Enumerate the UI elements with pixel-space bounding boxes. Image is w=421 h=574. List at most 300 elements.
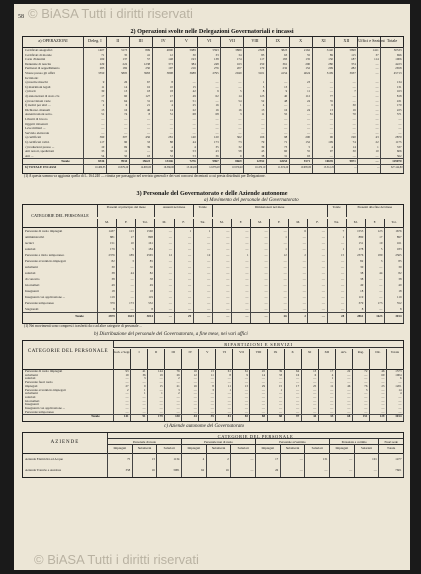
- row-label: Atti notori, spedizioni: [25, 149, 55, 154]
- table-cell: 209: [328, 66, 333, 71]
- table-cell: —: [245, 289, 249, 293]
- table-cell: 3889: [235, 48, 242, 52]
- table-cell: 151: [358, 241, 364, 245]
- table-cell: —: [302, 289, 306, 293]
- table-cell: —: [146, 117, 151, 121]
- table-cell: —: [193, 409, 197, 414]
- table-cell: 9: [102, 80, 105, 85]
- table-cell: 8: [262, 89, 265, 94]
- incassi-cell: 15.312,25: [323, 165, 334, 169]
- table-cell: —: [125, 406, 129, 410]
- table-cell: 101: [372, 457, 377, 461]
- table-cell: —: [192, 126, 196, 131]
- total-cell: 8669: [235, 158, 242, 163]
- table-cell: 250: [259, 61, 265, 66]
- table-cell: 3823: [281, 48, 288, 52]
- total-cell: 26: [283, 313, 287, 318]
- table-cell: 1: [280, 387, 283, 392]
- table-cell: —: [226, 247, 230, 251]
- table-cell: —: [188, 253, 192, 257]
- incassi-cell: 13.194,00: [186, 165, 197, 169]
- table-cell: 43: [215, 149, 219, 154]
- table-cell: —: [321, 229, 325, 233]
- table-cell: —: [313, 394, 317, 399]
- table-cell: —: [238, 117, 242, 121]
- table-cell: 12: [207, 253, 211, 257]
- table-cell: 137: [122, 57, 128, 62]
- column-header: II: [106, 37, 129, 47]
- table-cell: —: [330, 406, 334, 410]
- table-cell: —: [306, 121, 311, 126]
- column-header: III: [164, 349, 181, 369]
- table-cell: —: [347, 406, 351, 410]
- table-cell: 183: [282, 57, 288, 62]
- table-cell: —: [321, 301, 325, 305]
- table-cell: —: [364, 376, 368, 381]
- table-cell: 53: [169, 153, 173, 158]
- total-cell: 12352: [256, 158, 265, 163]
- row-label: Giornalieri: [25, 283, 40, 287]
- table-cell: 11: [227, 383, 231, 388]
- total-cell: 28: [341, 313, 345, 318]
- table-cell: —: [207, 265, 211, 269]
- companies-group-header: CATEGORIE DEL PERSONALE: [107, 433, 403, 439]
- table-cell: 362: [236, 135, 242, 140]
- table-cell: —: [168, 235, 172, 239]
- column-subheader: M.: [154, 219, 173, 227]
- table-cell: —: [168, 229, 172, 233]
- table-cell: 26: [124, 80, 128, 85]
- table-cell: 41: [142, 369, 146, 373]
- table-cell: —: [101, 126, 105, 131]
- row-label: a) certificati: [25, 135, 42, 140]
- total-label: Totale: [61, 158, 70, 163]
- column-group-header: Personale non di ruolo: [181, 439, 255, 445]
- table-cell: 3101: [258, 71, 265, 75]
- table-cell: —: [278, 402, 283, 407]
- table-cell: —: [330, 409, 334, 414]
- table-cell: 1238: [143, 61, 151, 66]
- table-cell: —: [101, 121, 105, 126]
- total-cell: 3014: [395, 313, 402, 318]
- table-cell: —: [341, 307, 345, 311]
- table-cell: 1: [144, 391, 146, 396]
- table-cell: 17: [275, 457, 279, 461]
- table-cell: —: [238, 80, 242, 85]
- table-cell: —: [375, 126, 379, 131]
- table-cell: —: [264, 271, 268, 275]
- table-cell: —: [245, 271, 249, 275]
- total-cell: —: [375, 158, 379, 163]
- table-cell: —: [207, 235, 211, 239]
- table-cell: 81: [329, 112, 333, 117]
- table-cell: 30: [192, 52, 196, 57]
- table-cell: 45: [261, 149, 265, 154]
- table-cell: —: [261, 394, 266, 399]
- table-cell: 15: [278, 383, 283, 388]
- column-header: IX: [266, 37, 289, 47]
- table-cell: 1573: [395, 369, 402, 373]
- table-cell: 85: [398, 259, 402, 263]
- table-cell: 49: [398, 283, 402, 287]
- table-cell: 71: [101, 98, 105, 103]
- table-cell: 161: [396, 241, 402, 245]
- table-cell: 127: [145, 94, 151, 98]
- table-cell: 19: [125, 372, 129, 377]
- table-cell: —: [381, 394, 385, 399]
- table-cell: —: [261, 380, 266, 385]
- table-cell: —: [264, 235, 268, 239]
- table-cell: —: [261, 130, 265, 135]
- table-cell: 16: [238, 107, 242, 112]
- table-cell: —: [188, 259, 192, 263]
- table-cell: —: [244, 398, 248, 403]
- row-label: Insegnanti: [25, 289, 39, 293]
- total-cell: 13346: [165, 158, 173, 163]
- table-cell: 5109: [326, 71, 333, 75]
- table-cell: —: [379, 295, 383, 299]
- table-cell: —: [283, 265, 287, 269]
- table-cell: —: [302, 271, 306, 275]
- table-cell: —: [379, 307, 383, 311]
- total-cell: 44: [313, 413, 317, 418]
- row-label: Leve militari ...: [25, 126, 46, 131]
- table-cell: —: [283, 307, 287, 311]
- table-cell: 26: [176, 372, 180, 377]
- table-cell: 1560: [146, 229, 153, 233]
- total-cell: 88: [278, 413, 283, 418]
- table-cell: —: [210, 376, 214, 381]
- table-cell: —: [302, 277, 306, 281]
- table-cell: 46: [347, 383, 351, 388]
- table-cell: 38: [169, 149, 173, 154]
- document-page: [14, 4, 410, 570]
- column-subheader: M.: [346, 219, 365, 227]
- table-cell: —: [347, 376, 351, 381]
- table-cell: —: [142, 409, 146, 414]
- table-cell: —: [124, 126, 128, 131]
- table-cell: —: [215, 80, 219, 85]
- table-cell: —: [245, 247, 249, 251]
- table-cell: —: [375, 112, 379, 117]
- table-cell: 8: [399, 307, 402, 311]
- column-header: XII: [318, 349, 335, 369]
- table-cell: 2376: [357, 253, 364, 257]
- table-cell: —: [238, 130, 242, 135]
- table-cell: —: [375, 121, 379, 126]
- table-cell: —: [261, 117, 265, 121]
- table-cell: —: [227, 391, 231, 396]
- table-cell: 93: [125, 369, 129, 373]
- table-cell: —: [101, 117, 105, 121]
- table-cell: —: [188, 283, 192, 287]
- total-cell: 2: [304, 313, 306, 318]
- table-cell: —: [192, 117, 196, 121]
- table-cell: 144: [158, 369, 163, 373]
- table-cell: —: [296, 391, 300, 396]
- section3-subtitle: b) Distribuzione del personale del Governatorato, a fine mese, nei vari uffici: [94, 332, 248, 337]
- table-cell: 51: [192, 98, 196, 103]
- table-cell: 193: [191, 57, 196, 62]
- table-cell: —: [329, 80, 333, 85]
- table-cell: —: [210, 394, 214, 399]
- table-cell: 552: [396, 301, 402, 305]
- table-cell: 1411: [372, 48, 379, 52]
- table-cell: —: [329, 117, 333, 121]
- table-cell: —: [364, 406, 368, 410]
- table-cell: —: [278, 409, 283, 414]
- table-cell: —: [176, 406, 180, 410]
- table-cell: 152: [305, 140, 311, 144]
- table-cell: 69: [124, 144, 128, 149]
- table-cell: 2658: [395, 66, 402, 71]
- total-row: [23, 415, 403, 419]
- table-cell: —: [375, 71, 379, 75]
- table-cell: 184: [148, 247, 153, 251]
- row-label: Insegnanti con applicazione ...: [25, 406, 66, 410]
- incassi-label: b) TOTALE INCASSI: [25, 164, 57, 169]
- table-cell: —: [313, 387, 317, 392]
- table-cell: —: [207, 307, 211, 311]
- column-header: Salariati: [156, 445, 181, 453]
- table-cell: 5: [308, 144, 311, 149]
- table-cell: 2795: [212, 71, 219, 75]
- table-cell: —: [159, 394, 163, 399]
- table-cell: —: [381, 409, 385, 414]
- table-cell: 13: [244, 383, 248, 388]
- table-cell: —: [244, 387, 248, 392]
- total-cell: 129: [379, 413, 385, 418]
- table-cell: 179: [109, 247, 115, 251]
- table-cell: —: [324, 468, 328, 472]
- table-cell: —: [146, 121, 151, 126]
- table-cell: —: [169, 130, 173, 135]
- table-cell: 44: [130, 271, 134, 275]
- table-cell: 5: [239, 89, 242, 94]
- table-cell: —: [210, 391, 214, 396]
- row-label: impiegati: [25, 383, 38, 388]
- table-cell: —: [375, 89, 379, 94]
- table-cell: 61: [244, 369, 248, 373]
- table-cell: 2870: [395, 135, 402, 140]
- table-cell: 13: [151, 457, 155, 461]
- table-cell: 30: [101, 89, 105, 94]
- table-cell: —: [227, 402, 231, 407]
- total-cell: 88: [261, 413, 266, 418]
- table-cell: —: [125, 376, 129, 381]
- table-cell: —: [188, 295, 192, 299]
- column-subheader: F.: [174, 219, 193, 227]
- row-label: Denunzie di nascita: [25, 61, 51, 66]
- table-cell: 109: [328, 140, 333, 144]
- table-cell: —: [296, 387, 300, 392]
- table-cell: 17: [296, 383, 300, 388]
- table-cell: 3983: [143, 71, 151, 75]
- table-cell: 26: [275, 468, 279, 472]
- table-cell: 7601: [395, 468, 402, 472]
- table-cell: 45: [261, 369, 266, 373]
- table-cell: —: [341, 265, 345, 269]
- column-subheader: F.: [116, 219, 135, 227]
- table-cell: —: [375, 98, 379, 103]
- total-cell: —: [168, 313, 172, 318]
- table-cell: 696: [396, 52, 402, 57]
- table-cell: 1201: [395, 383, 402, 388]
- column-group-header: Personale a cottimo: [329, 439, 378, 445]
- table-cell: —: [264, 265, 268, 269]
- table-cell: 2565: [146, 253, 153, 257]
- table-cell: 18: [146, 89, 151, 94]
- column-group-header: Presenti alla fine del mese: [346, 205, 403, 217]
- table-cell: —: [283, 271, 287, 275]
- table-cell: —: [347, 380, 351, 385]
- table-cell: 23: [381, 383, 385, 388]
- column-header: X: [284, 349, 301, 369]
- table-cell: 22: [192, 107, 196, 112]
- table-cell: 82: [398, 271, 402, 275]
- table-cell: —: [215, 84, 219, 89]
- table-cell: —: [168, 277, 172, 281]
- table-cell: 49: [360, 283, 364, 287]
- table-cell: 58: [238, 149, 242, 154]
- table-cell: —: [313, 380, 317, 385]
- row-label: Personale temporaneo: [25, 409, 55, 414]
- table-cell: —: [168, 301, 172, 305]
- table-cell: 2565: [395, 253, 402, 257]
- table-cell: 562: [396, 153, 402, 158]
- table-cell: —: [245, 241, 249, 245]
- table-cell: 82: [111, 259, 115, 263]
- table-cell: —: [215, 126, 219, 131]
- table-cell: 161: [148, 241, 153, 245]
- row-label: Personale a titolo temporaneo: [25, 253, 65, 257]
- column-header: Totale: [380, 37, 403, 47]
- table-cell: 9: [239, 153, 242, 158]
- table-cell: —: [381, 387, 385, 392]
- table-cell: —: [352, 94, 356, 98]
- table-cell: —: [226, 253, 230, 257]
- table-cell: —: [375, 61, 379, 66]
- table-cell: 358: [125, 468, 131, 472]
- table-cell: 379: [109, 301, 115, 305]
- table-cell: —: [302, 247, 306, 251]
- table-cell: 43: [375, 135, 379, 140]
- table-cell: 9: [246, 372, 248, 377]
- table-cell: —: [188, 277, 192, 281]
- table-cell: 96: [329, 135, 333, 140]
- total-cell: 10639: [325, 158, 333, 163]
- table-cell: —: [210, 402, 214, 407]
- incassi-cell: —: [354, 165, 357, 169]
- column-divider: [403, 369, 404, 421]
- table-cell: —: [261, 402, 266, 407]
- table-cell: —: [226, 259, 230, 263]
- table-cell: —: [302, 241, 306, 245]
- table-cell: —: [142, 398, 146, 403]
- table-cell: 189: [377, 253, 383, 257]
- table-cell: —: [296, 398, 300, 403]
- table-cell: —: [125, 394, 129, 399]
- table-cell: —: [283, 229, 287, 233]
- table-cell: 818: [396, 94, 402, 98]
- table-cell: 52: [261, 98, 265, 103]
- column-header: IV: [152, 37, 175, 47]
- table-cell: —: [379, 283, 383, 287]
- table-cell: 4024: [303, 71, 311, 75]
- table-cell: 73: [238, 140, 242, 144]
- row-label: b) matrimoni legali: [25, 84, 51, 89]
- table-cell: 384: [191, 61, 196, 66]
- table-cell: 55: [306, 149, 311, 154]
- table-cell: —: [352, 98, 356, 103]
- table-cell: —: [261, 391, 266, 396]
- column-header: VI: [215, 349, 232, 369]
- incassi-row: [23, 165, 403, 171]
- table-cell: 35: [329, 98, 333, 103]
- table-cell: —: [330, 394, 334, 399]
- table-cell: —: [264, 289, 268, 293]
- table-cell: —: [398, 402, 402, 407]
- table-cell: 70: [352, 112, 356, 117]
- table-cell: 3898: [166, 71, 173, 75]
- table-cell: —: [375, 117, 379, 121]
- table-cell: 1: [285, 235, 287, 239]
- row-label: Azienda Tranvie e Autobus: [25, 468, 61, 472]
- row-label: b) certificati valid.: [25, 140, 50, 144]
- table-cell: 82: [149, 271, 153, 275]
- table-cell: —: [341, 301, 345, 305]
- table-cell: 33: [215, 52, 219, 57]
- table-cell: 45713: [393, 71, 402, 75]
- table-cell: 19: [159, 372, 163, 377]
- table-cell: —: [398, 409, 402, 414]
- table-cell: —: [159, 398, 163, 403]
- table-cell: —: [398, 126, 402, 131]
- table-cell: 1407: [98, 48, 105, 52]
- total-cell: 8336: [98, 158, 105, 163]
- table-cell: 114: [374, 57, 379, 62]
- table-cell: 10: [379, 241, 383, 245]
- table-cell: 68: [192, 112, 196, 117]
- table-cell: 5805: [121, 71, 128, 75]
- column-header: Impiegati: [329, 445, 354, 453]
- table-cell: 22: [347, 369, 351, 373]
- operations-first-header: a) OPERAZIONI: [38, 38, 68, 43]
- column-header: XI: [301, 349, 318, 369]
- table-cell: —: [261, 121, 265, 126]
- table-cell: 27: [125, 383, 129, 388]
- table-cell: —: [130, 265, 134, 269]
- table-cell: 3081: [173, 468, 180, 472]
- table-cell: 4223: [395, 61, 402, 66]
- table-cell: —: [244, 402, 248, 407]
- table-cell: —: [341, 295, 345, 299]
- table-cell: 4: [399, 391, 402, 396]
- incassi-cell: 14.665,60: [140, 165, 152, 169]
- table-cell: 1: [189, 229, 192, 233]
- table-cell: 49: [192, 94, 196, 98]
- table-cell: 897: [396, 235, 402, 239]
- table-cell: 34: [238, 52, 242, 57]
- table-cell: 123: [259, 94, 265, 98]
- incassi-cell: 10.985,80: [300, 165, 312, 169]
- table-cell: 456: [145, 135, 151, 140]
- row-label: f) inoltri per altri ...: [25, 103, 51, 108]
- table-cell: —: [207, 289, 211, 293]
- table-cell: 1: [342, 235, 345, 239]
- column-group-header: Dimissionari nel mese: [212, 205, 327, 217]
- table-cell: 5989: [189, 48, 196, 52]
